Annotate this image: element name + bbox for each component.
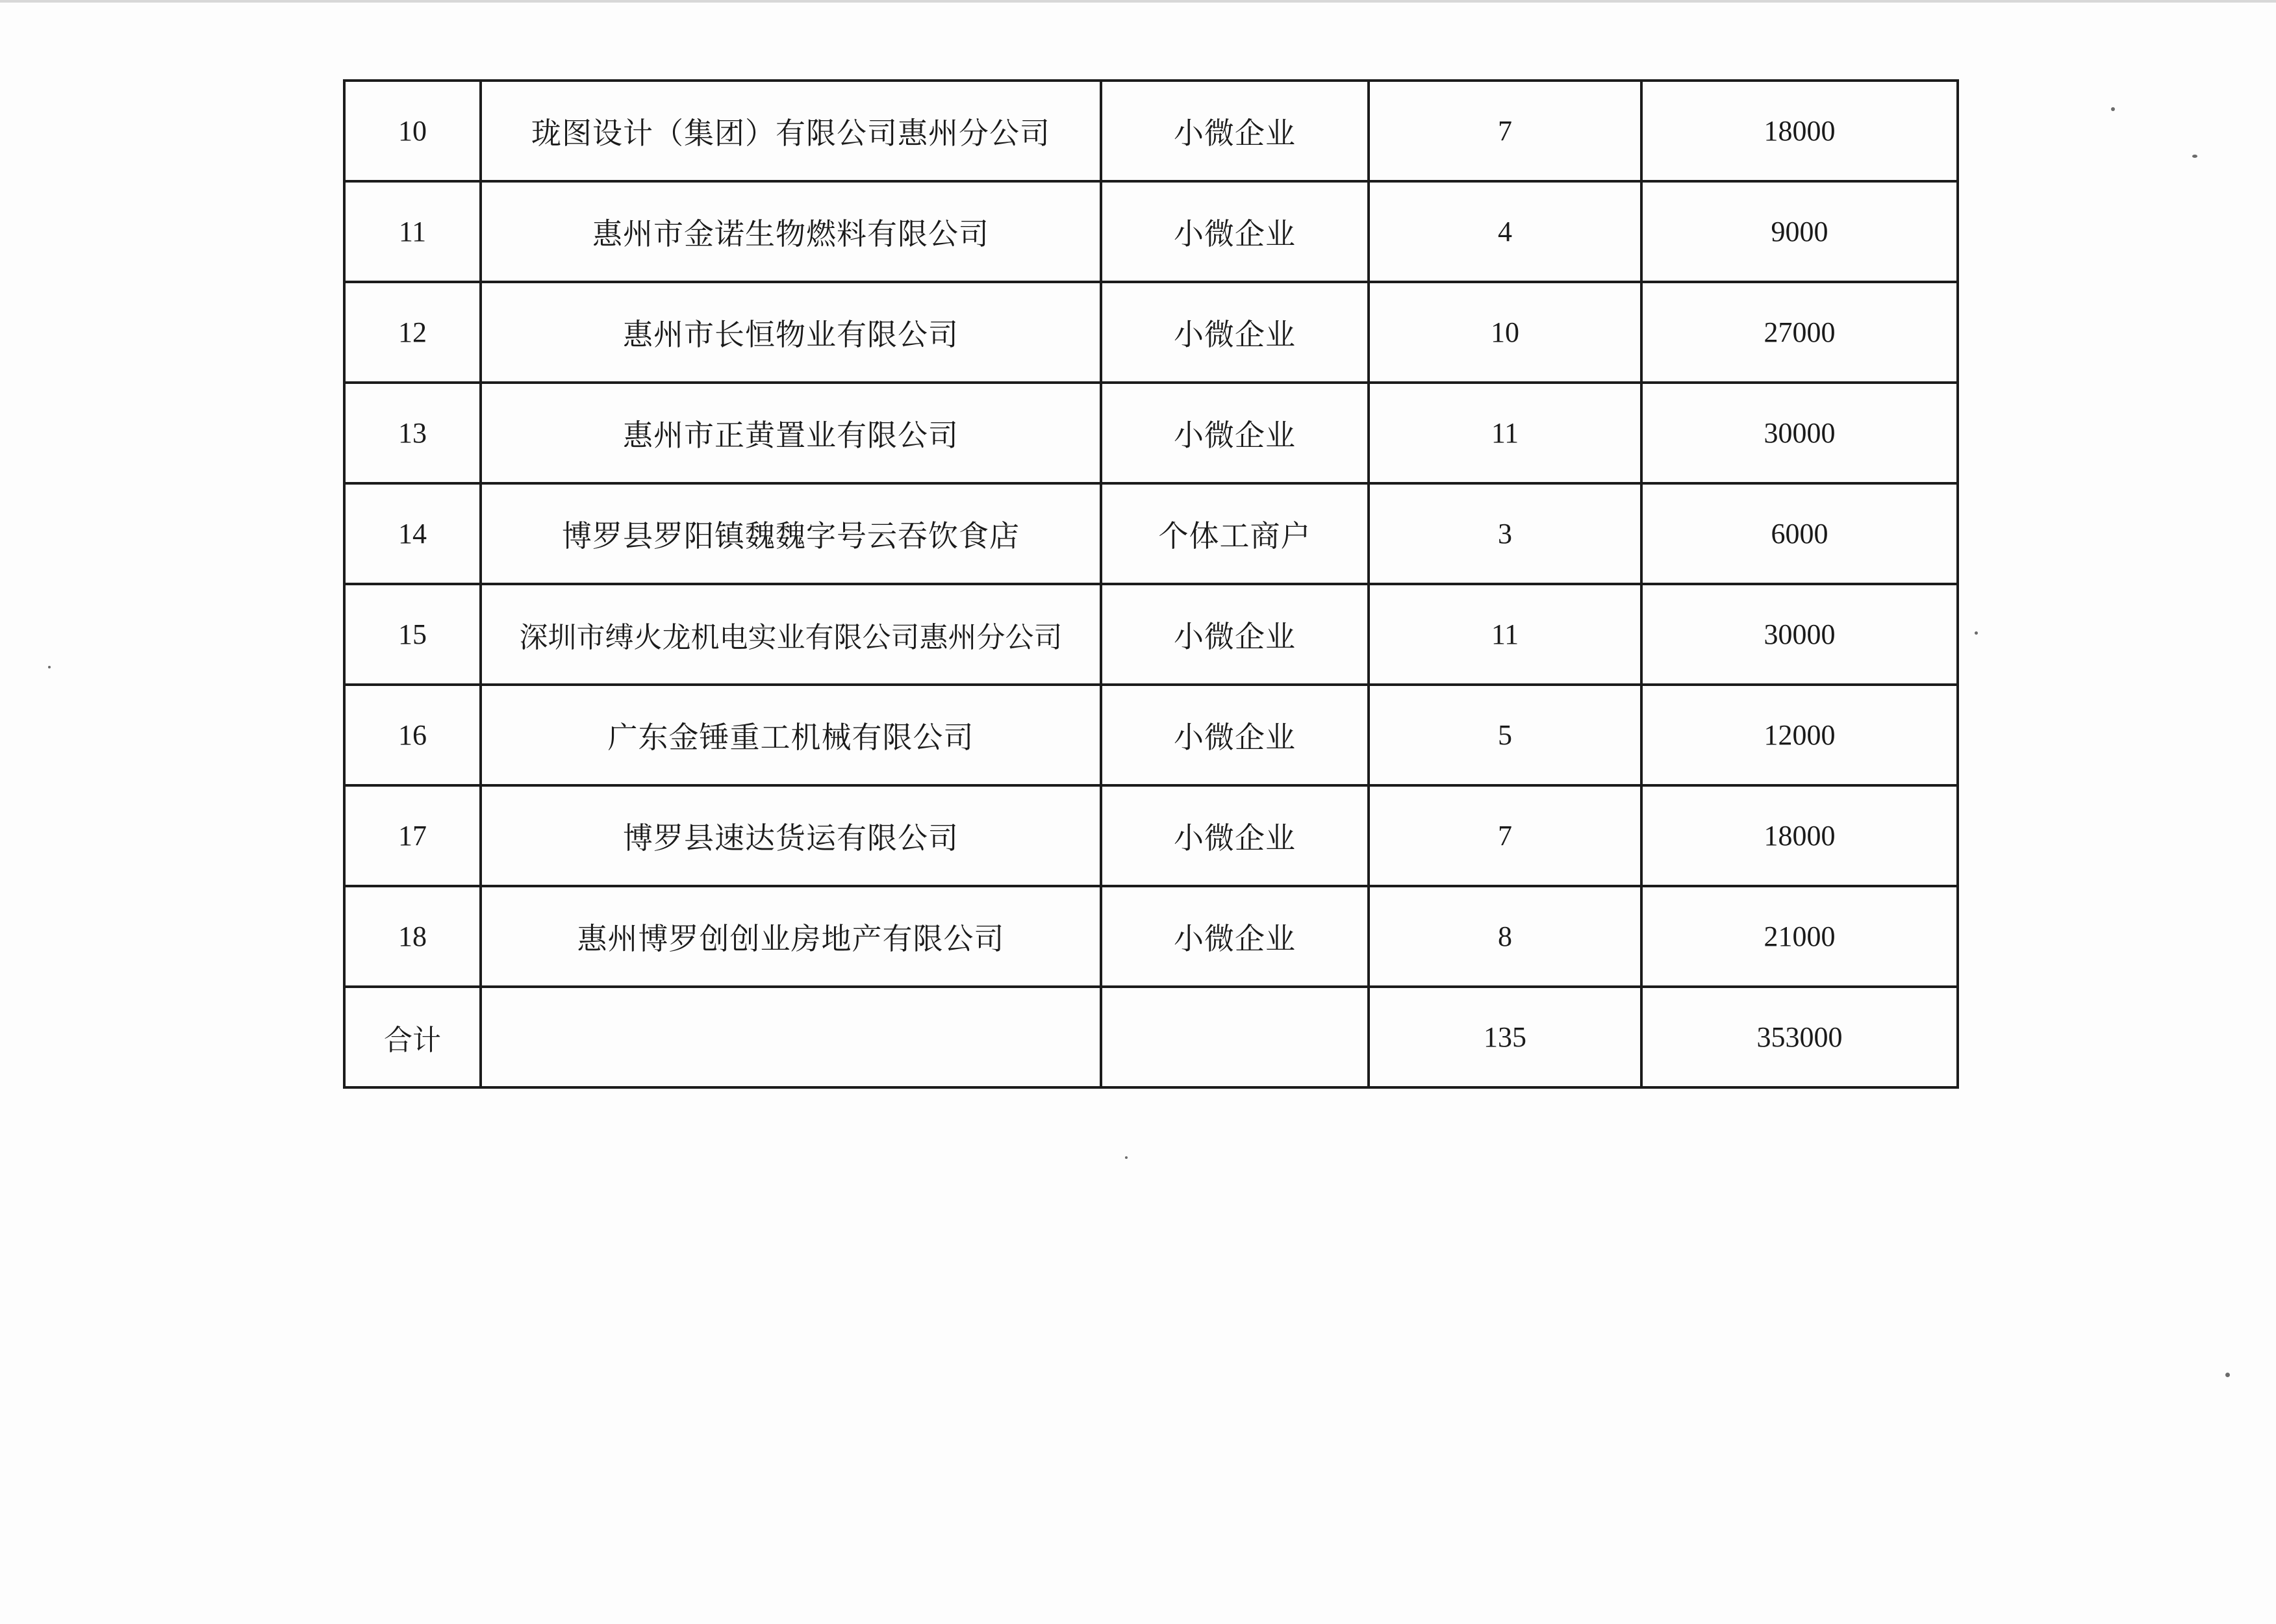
company-name: 惠州市金诺生物燃料有限公司 xyxy=(481,181,1101,282)
enterprise-type: 小微企业 xyxy=(1101,282,1369,383)
table-row xyxy=(344,81,1958,181)
row-index: 17 xyxy=(344,785,481,886)
enterprise-type: 小微企业 xyxy=(1101,685,1369,785)
company-name: 博罗县速达货运有限公司 xyxy=(481,785,1101,886)
table-row xyxy=(344,785,1958,886)
row-index: 14 xyxy=(344,483,481,584)
table-row xyxy=(344,886,1958,987)
scan-speck xyxy=(2192,155,2197,158)
person-count: 8 xyxy=(1369,886,1641,987)
person-count: 4 xyxy=(1369,181,1641,282)
subsidy-amount: 30000 xyxy=(1641,383,1958,483)
enterprise-type: 小微企业 xyxy=(1101,383,1369,483)
subsidy-amount: 12000 xyxy=(1641,685,1958,785)
enterprise-type: 小微企业 xyxy=(1101,181,1369,282)
row-index: 13 xyxy=(344,383,481,483)
person-count: 11 xyxy=(1369,584,1641,685)
table-row xyxy=(344,282,1958,383)
subsidy-amount: 9000 xyxy=(1641,181,1958,282)
subsidy-amount: 30000 xyxy=(1641,584,1958,685)
scan-speck xyxy=(1975,631,1978,635)
subsidy-amount: 21000 xyxy=(1641,886,1958,987)
company-name: 博罗县罗阳镇魏魏字号云吞饮食店 xyxy=(481,483,1101,584)
enterprise-type: 小微企业 xyxy=(1101,584,1369,685)
table-row xyxy=(344,584,1958,685)
subsidy-amount: 6000 xyxy=(1641,483,1958,584)
subsidy-table xyxy=(343,79,1959,1089)
company-name: 惠州市长恒物业有限公司 xyxy=(481,282,1101,383)
subsidy-amount: 27000 xyxy=(1641,282,1958,383)
table-row xyxy=(344,483,1958,584)
total-count: 135 xyxy=(1369,987,1641,1087)
person-count: 3 xyxy=(1369,483,1641,584)
row-index: 16 xyxy=(344,685,481,785)
subsidy-amount: 18000 xyxy=(1641,785,1958,886)
row-index: 10 xyxy=(344,81,481,181)
scan-speck xyxy=(2225,1373,2230,1377)
scan-speck xyxy=(1125,1156,1128,1159)
enterprise-type: 个体工商户 xyxy=(1101,483,1369,584)
total-amount: 353000 xyxy=(1641,987,1958,1087)
total-row xyxy=(344,987,1958,1087)
enterprise-type: 小微企业 xyxy=(1101,886,1369,987)
person-count: 7 xyxy=(1369,81,1641,181)
company-name: 珑图设计（集团）有限公司惠州分公司 xyxy=(481,81,1101,181)
enterprise-type: 小微企业 xyxy=(1101,81,1369,181)
row-index: 18 xyxy=(344,886,481,987)
row-index: 11 xyxy=(344,181,481,282)
person-count: 5 xyxy=(1369,685,1641,785)
company-name: 广东金锤重工机械有限公司 xyxy=(481,685,1101,785)
person-count: 11 xyxy=(1369,383,1641,483)
row-index: 15 xyxy=(344,584,481,685)
table-row xyxy=(344,383,1958,483)
enterprise-type: 小微企业 xyxy=(1101,785,1369,886)
total-type-cell xyxy=(1101,987,1369,1087)
row-index: 12 xyxy=(344,282,481,383)
scan-speck xyxy=(2111,107,2115,111)
company-name: 惠州市正黄置业有限公司 xyxy=(481,383,1101,483)
person-count: 7 xyxy=(1369,785,1641,886)
scan-speck xyxy=(48,666,51,668)
subsidy-amount: 18000 xyxy=(1641,81,1958,181)
total-company-cell xyxy=(481,987,1101,1087)
company-name: 惠州博罗创创业房地产有限公司 xyxy=(481,886,1101,987)
page-top-edge xyxy=(0,0,2276,3)
person-count: 10 xyxy=(1369,282,1641,383)
table-row xyxy=(344,685,1958,785)
company-name: 深圳市缚火龙机电实业有限公司惠州分公司 xyxy=(481,584,1101,685)
table-row xyxy=(344,181,1958,282)
total-label: 合计 xyxy=(344,987,481,1087)
